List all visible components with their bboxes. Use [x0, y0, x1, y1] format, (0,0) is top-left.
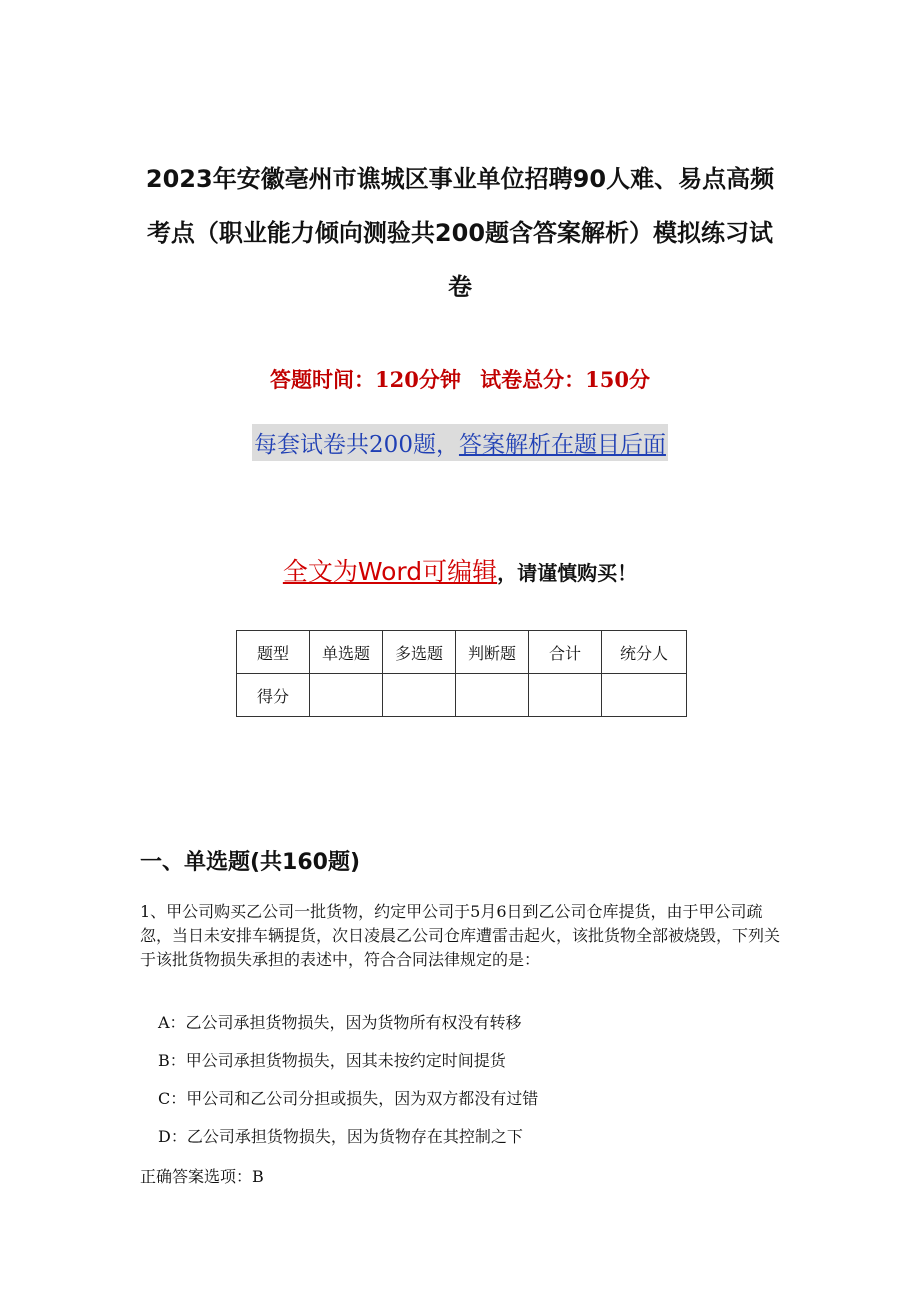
score-cell[interactable]: [383, 674, 456, 717]
score-table: [236, 630, 687, 717]
header-single-choice: 单选题: [310, 631, 383, 674]
correct-answer: 正确答案选项：B: [140, 1167, 264, 1186]
notice-banner: [0, 424, 920, 461]
notice-link[interactable]: 答案解析在题目后面: [458, 432, 666, 458]
option-c[interactable]: C：甲公司和乙公司分担或损失，因为双方都没有过错: [158, 1089, 539, 1108]
editable-notice: [0, 552, 920, 588]
header-total: 合计: [529, 631, 602, 674]
option-d[interactable]: D：乙公司承担货物损失，因为货物存在其控制之下: [158, 1127, 523, 1146]
exam-info: [0, 364, 920, 394]
option-a[interactable]: A：乙公司承担货物损失，因为货物所有权没有转移: [158, 1013, 522, 1032]
title-line-1: 2023年安徽亳州市谯城区事业单位招聘90人难、易点高频: [145, 165, 775, 193]
option-b[interactable]: B：甲公司承担货物损失，因其未按约定时间提货: [158, 1051, 506, 1070]
header-multiple-choice: 多选题: [383, 631, 456, 674]
exam-time: 答题时间：120分钟: [270, 367, 461, 392]
score-cell[interactable]: [456, 674, 529, 717]
word-editable-link[interactable]: 全文为Word可编辑: [282, 557, 498, 586]
notice-highlight: [252, 424, 668, 461]
row-label-score: 得分: [237, 674, 310, 717]
header-scorer: 统分人: [602, 631, 687, 674]
question-options: [158, 1010, 538, 1162]
title-line-2: 考点（职业能力倾向测验共200题含答案解析）模拟练习试: [146, 219, 774, 247]
score-table-header-row: [237, 631, 687, 674]
header-type: 题型: [237, 631, 310, 674]
score-cell[interactable]: [310, 674, 383, 717]
title-line-3: 卷: [448, 273, 472, 301]
question-text: 1、甲公司购买乙公司一批货物，约定甲公司于5月6日到乙公司仓库提货，由于甲公司疏忽，当日未安排车辆提货，次日凌晨乙公司仓库遭雷击起火，该批货物全部被烧毁，下列关于该批货物损失承担的表述中，符合合同法律规定的是：: [140, 902, 781, 969]
score-cell[interactable]: [602, 674, 687, 717]
document-title: [130, 152, 790, 314]
exam-total-score: 试卷总分：150分: [480, 367, 650, 392]
notice-text: 每套试卷共200题，: [254, 432, 459, 458]
section-heading: 一、单选题(共160题): [140, 850, 361, 875]
header-true-false: 判断题: [456, 631, 529, 674]
score-table-score-row: [237, 674, 687, 717]
purchase-warning: ，请谨慎购买！: [497, 561, 638, 585]
score-cell[interactable]: [529, 674, 602, 717]
